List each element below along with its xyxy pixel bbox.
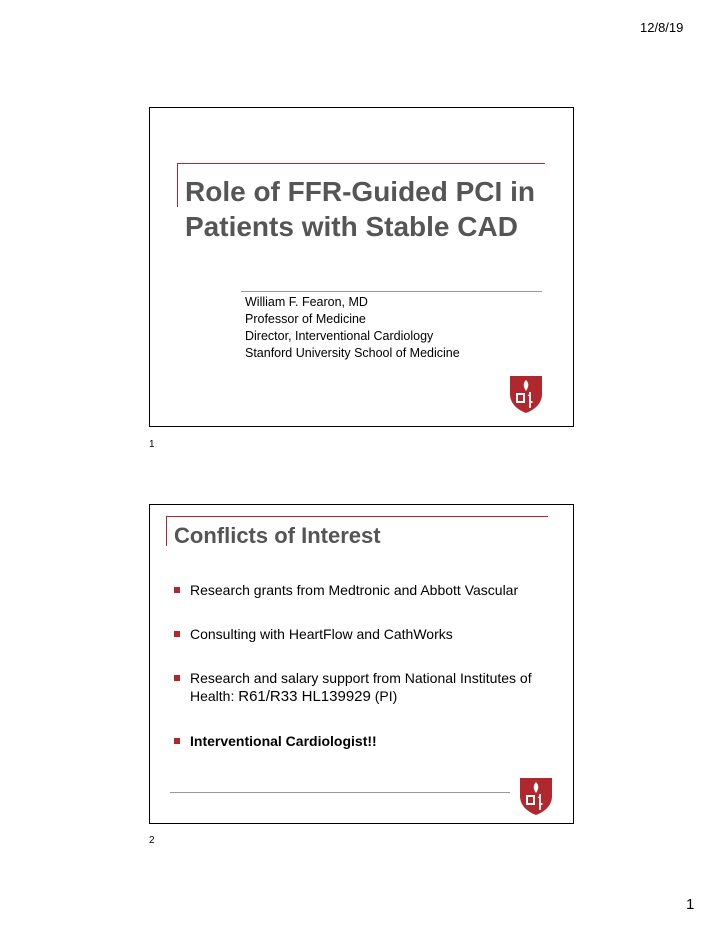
slide-1 xyxy=(149,107,574,427)
list-item: Consulting with HeartFlow and CathWorks xyxy=(174,625,564,643)
header-date: 12/8/19 xyxy=(640,20,684,35)
author-block xyxy=(245,294,460,362)
slide-2-number: 2 xyxy=(149,835,155,846)
grant-role: (PI) xyxy=(370,688,398,704)
author-title: Professor of Medicine xyxy=(245,312,366,326)
slide-2 xyxy=(149,504,574,824)
title-accent-bar xyxy=(177,163,178,207)
stanford-shield-icon xyxy=(508,374,544,414)
title-accent-line xyxy=(166,516,548,517)
author-divider xyxy=(241,291,542,292)
title-accent-line xyxy=(177,163,545,164)
author-role: Director, Interventional Cardiology xyxy=(245,329,434,343)
footer-divider xyxy=(170,792,510,793)
slide-1-title: Role of FFR-Guided PCI in Patients with Stable CAD xyxy=(185,176,535,242)
bullet-square-icon xyxy=(174,587,180,593)
grant-code: R61/R33 HL139929 xyxy=(238,688,371,705)
list-item: Research and salary support from National Institutes of Health: R61/R33 HL139929 (PI) xyxy=(174,669,564,706)
page-number: 1 xyxy=(686,896,695,913)
bullet-square-icon xyxy=(174,738,180,744)
bullet-list xyxy=(174,581,564,776)
slide-1-number: 1 xyxy=(149,439,155,450)
bullet-square-icon xyxy=(174,675,180,681)
list-item: Research grants from Medtronic and Abbott Vascular xyxy=(174,581,564,599)
stanford-shield-icon xyxy=(518,776,554,816)
author-name: William F. Fearon, MD xyxy=(245,295,368,309)
author-institution: Stanford University School of Medicine xyxy=(245,346,460,360)
list-item: Interventional Cardiologist!! xyxy=(174,732,564,750)
title-accent-bar xyxy=(166,516,167,546)
slide-2-title: Conflicts of Interest xyxy=(174,523,381,548)
bullet-square-icon xyxy=(174,631,180,637)
